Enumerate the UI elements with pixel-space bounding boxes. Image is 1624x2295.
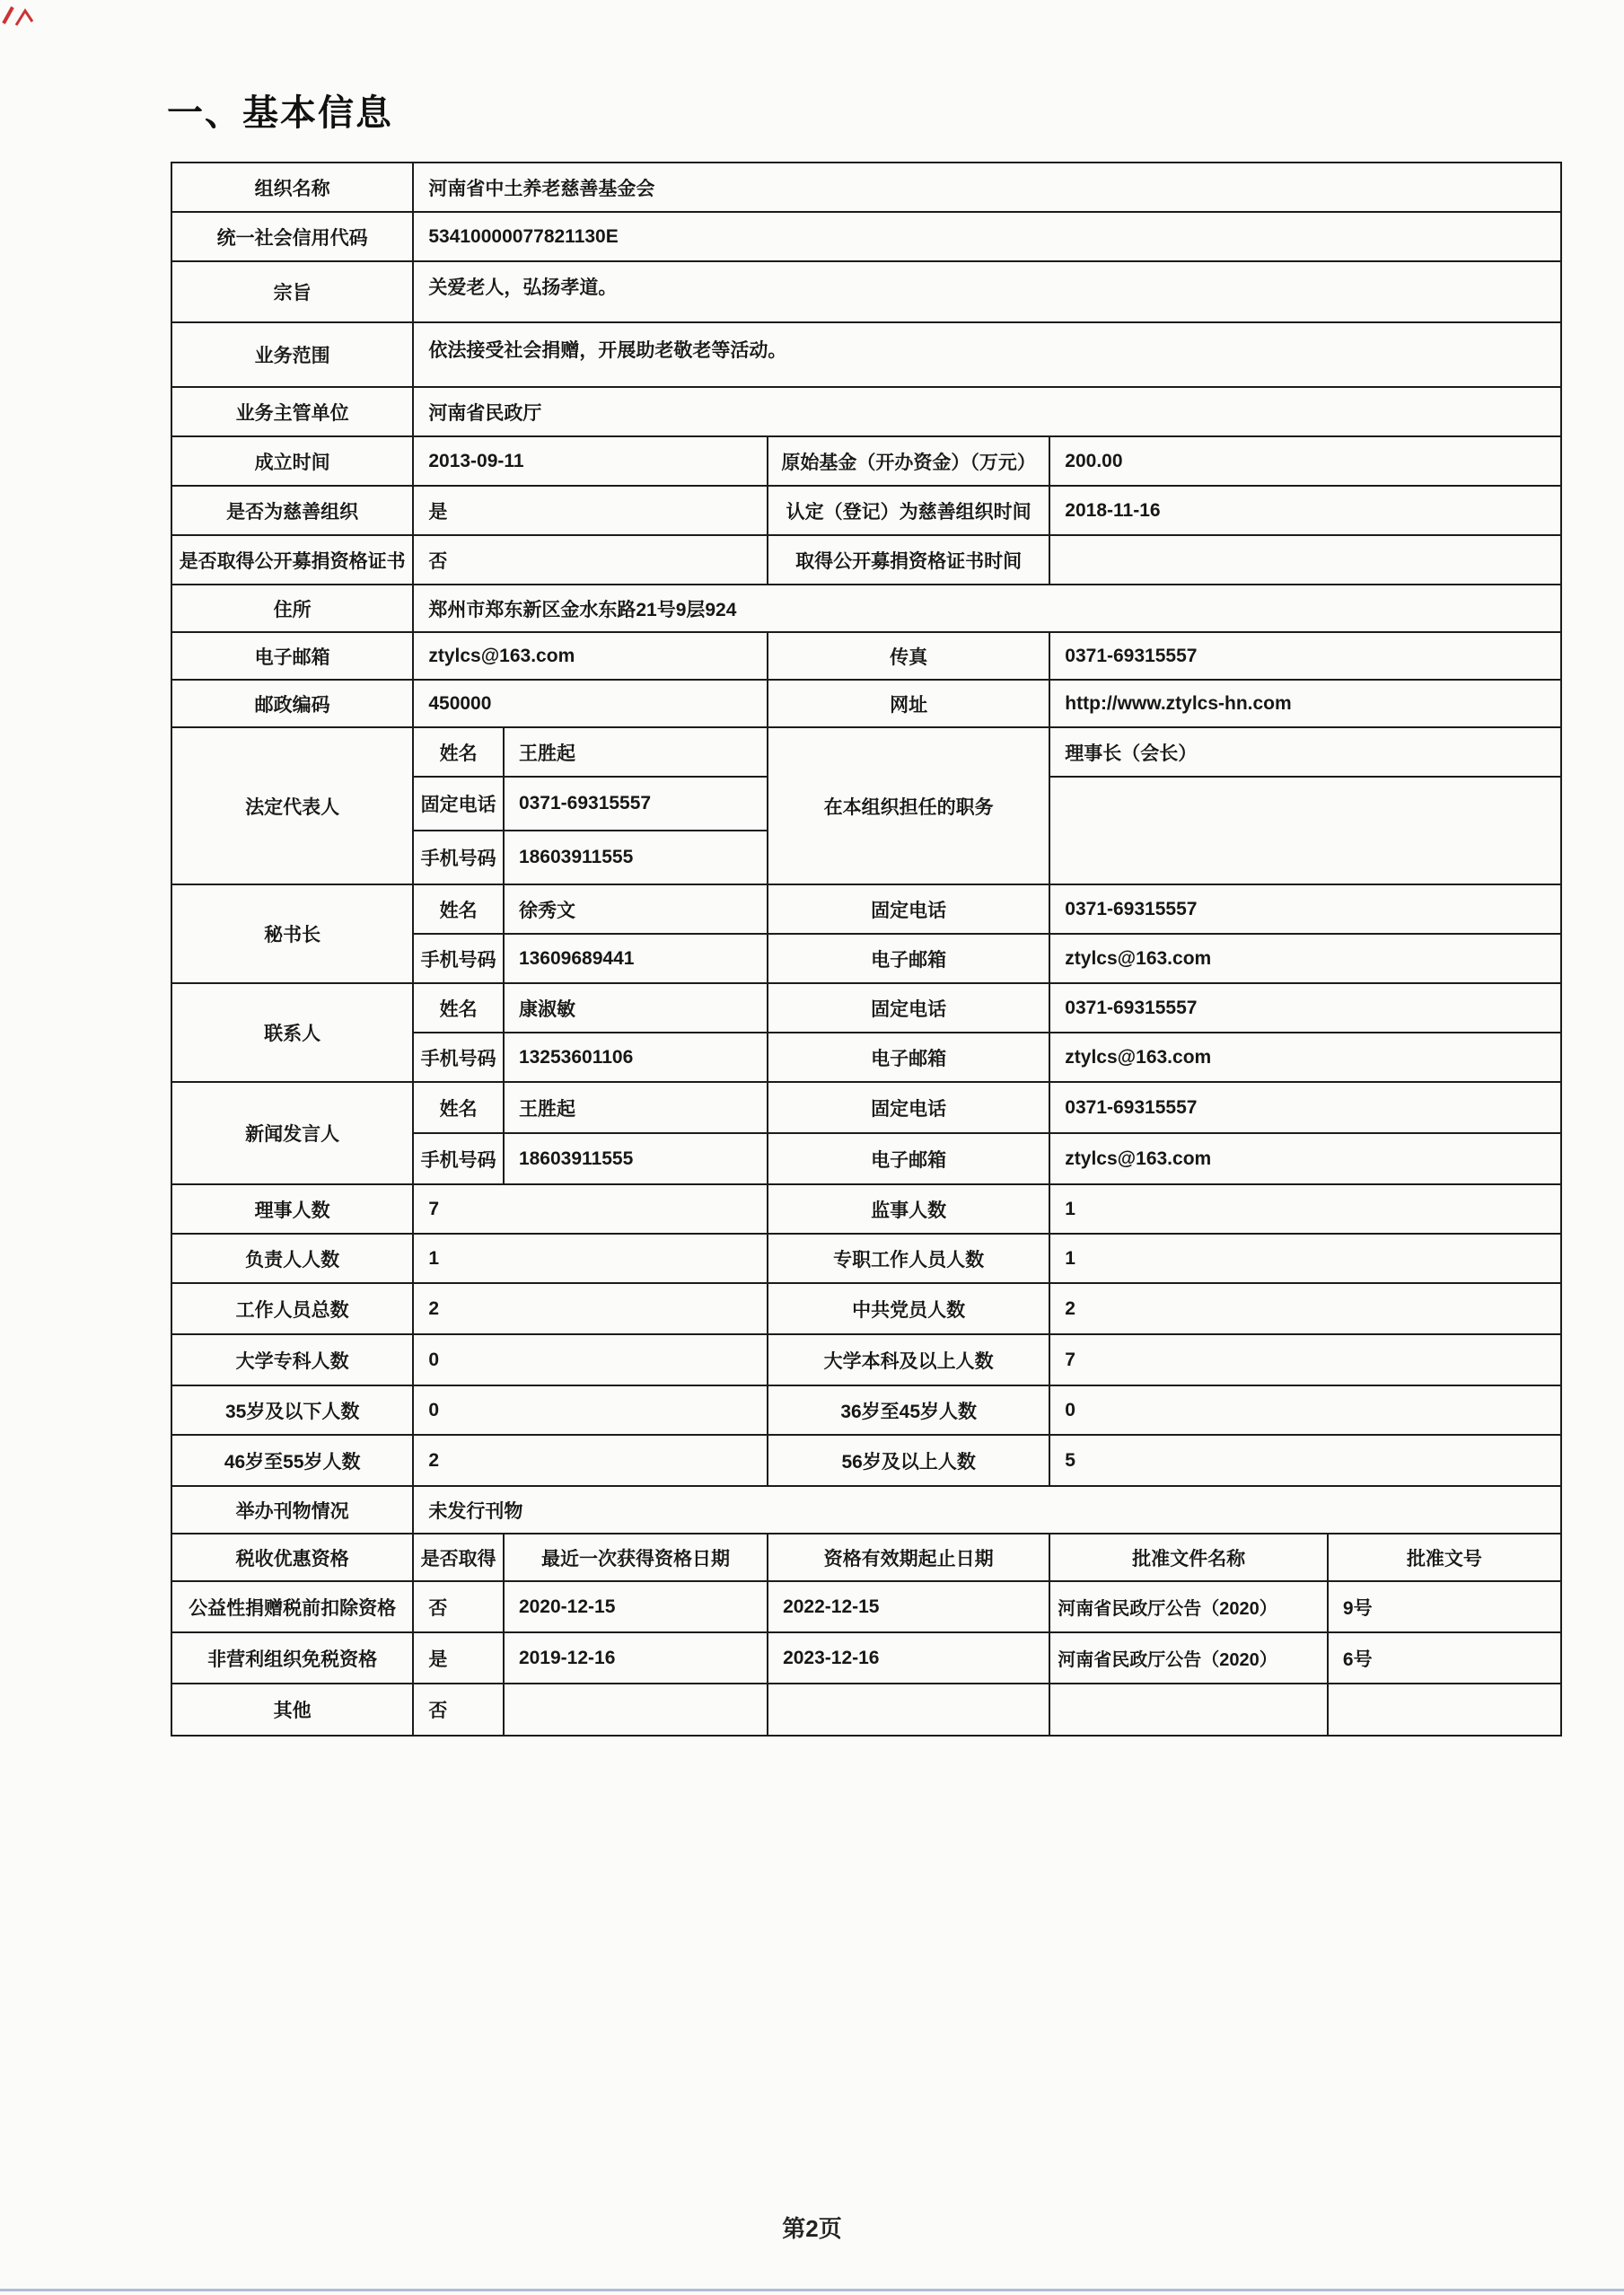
- table-row: [171, 1486, 1561, 1534]
- supervisory-unit-value: 河南省民政厅: [413, 387, 1561, 436]
- college-count-label: 大学专科人数: [171, 1334, 413, 1385]
- legal-rep-tel-value: 0371-69315557: [504, 777, 768, 831]
- directors-count-label: 理事人数: [171, 1184, 413, 1234]
- tax-doc-name-header: 批准文件名称: [1049, 1534, 1328, 1581]
- spokesperson-tel-label: 固定电话: [768, 1082, 1049, 1133]
- contact-name-value: 康淑敏: [504, 983, 768, 1033]
- table-row: [171, 212, 1561, 261]
- legal-rep-position-label: 在本组织担任的职务: [768, 727, 1049, 884]
- address-label: 住所: [171, 585, 413, 632]
- tax-cell-empty: [504, 1684, 768, 1736]
- red-pen-mark: [2, 4, 43, 29]
- scan-edge-line: [0, 2289, 1624, 2291]
- tax-row-exemption: [171, 1632, 1561, 1684]
- contact-name-label: 姓名: [413, 983, 504, 1033]
- fundraise-cert-time-label: 取得公开募捐资格证书时间: [768, 535, 1049, 585]
- tax-qualification-header: 税收优惠资格: [171, 1534, 413, 1581]
- email-label: 电子邮箱: [171, 632, 413, 680]
- table-row: [171, 1234, 1561, 1283]
- original-fund-value: 200.00: [1049, 436, 1561, 486]
- contact-email-label: 电子邮箱: [768, 1033, 1049, 1082]
- tax-row-obtained: 否: [413, 1581, 504, 1632]
- table-row: [171, 1435, 1561, 1486]
- table-row: [171, 1082, 1561, 1133]
- over56-count-label: 56岁及以上人数: [768, 1435, 1049, 1486]
- org-name-value: 河南省中土养老慈善基金会: [413, 163, 1561, 212]
- fundraise-cert-time-value: [1049, 535, 1561, 585]
- bachelor-count-value: 7: [1049, 1334, 1561, 1385]
- tax-row-validity: 2023-12-16: [768, 1632, 1049, 1684]
- supervisors-count-label: 监事人数: [768, 1184, 1049, 1234]
- publication-label: 举办刊物情况: [171, 1486, 413, 1534]
- party-members-count-label: 中共党员人数: [768, 1283, 1049, 1334]
- legal-rep-position-extra-cell: [1049, 777, 1561, 884]
- fulltime-staff-count-value: 1: [1049, 1234, 1561, 1283]
- contact-label: 联系人: [171, 983, 413, 1082]
- contact-email-value: ztylcs@163.com: [1049, 1033, 1561, 1082]
- spokesperson-name-label: 姓名: [413, 1082, 504, 1133]
- over56-count-value: 5: [1049, 1435, 1561, 1486]
- postcode-label: 邮政编码: [171, 680, 413, 727]
- secretary-mobile-value: 13609689441: [504, 934, 768, 983]
- credit-code-label: 统一社会信用代码: [171, 212, 413, 261]
- tax-row-deduction: [171, 1581, 1561, 1632]
- is-charity-label: 是否为慈善组织: [171, 486, 413, 535]
- spokesperson-email-label: 电子邮箱: [768, 1133, 1049, 1184]
- table-row: [171, 632, 1561, 680]
- table-row: [171, 436, 1561, 486]
- bachelor-count-label: 大学本科及以上人数: [768, 1334, 1049, 1385]
- college-count-value: 0: [413, 1334, 768, 1385]
- table-row: [171, 486, 1561, 535]
- age46to55-count-label: 46岁至55岁人数: [171, 1435, 413, 1486]
- tax-row-validity: 2022-12-15: [768, 1581, 1049, 1632]
- fundraise-cert-label: 是否取得公开募捐资格证书: [171, 535, 413, 585]
- tax-row-doc-number: 6号: [1328, 1632, 1561, 1684]
- org-name-label: 组织名称: [171, 163, 413, 212]
- original-fund-label: 原始基金（开办资金）（万元）: [768, 436, 1049, 486]
- is-charity-value: 是: [413, 486, 768, 535]
- secretary-name-value: 徐秀文: [504, 884, 768, 934]
- tax-cell-empty: [768, 1684, 1049, 1736]
- tax-row-other: [171, 1684, 1561, 1736]
- tax-row-name: 其他: [171, 1684, 413, 1736]
- page-number: 第2页: [782, 2215, 842, 2242]
- directors-count-value: 7: [413, 1184, 768, 1234]
- secretary-tel-value: 0371-69315557: [1049, 884, 1561, 934]
- basic-info-table: [171, 162, 1562, 1737]
- table-row: [171, 261, 1561, 322]
- table-row: [171, 585, 1561, 632]
- legal-rep-label: 法定代表人: [171, 727, 413, 884]
- secretary-tel-label: 固定电话: [768, 884, 1049, 934]
- spokesperson-mobile-label: 手机号码: [413, 1133, 504, 1184]
- principals-count-label: 负责人人数: [171, 1234, 413, 1283]
- spokesperson-name-value: 王胜起: [504, 1082, 768, 1133]
- contact-tel-value: 0371-69315557: [1049, 983, 1561, 1033]
- total-staff-count-label: 工作人员总数: [171, 1283, 413, 1334]
- contact-tel-label: 固定电话: [768, 983, 1049, 1033]
- secretary-label: 秘书长: [171, 884, 413, 983]
- supervisors-count-value: 1: [1049, 1184, 1561, 1234]
- spokesperson-tel-value: 0371-69315557: [1049, 1082, 1561, 1133]
- established-value: 2013-09-11: [413, 436, 768, 486]
- fundraise-cert-value: 否: [413, 535, 768, 585]
- tax-row-last-date: 2020-12-15: [504, 1581, 768, 1632]
- table-row: [171, 884, 1561, 934]
- spokesperson-mobile-value: 18603911555: [504, 1133, 768, 1184]
- table-row: [171, 727, 1561, 777]
- tax-doc-number-header: 批准文号: [1328, 1534, 1561, 1581]
- charity-reg-time-label: 认定（登记）为慈善组织时间: [768, 486, 1049, 535]
- tax-row-name: 非营利组织免税资格: [171, 1632, 413, 1684]
- business-scope-label: 业务范围: [171, 322, 413, 387]
- table-row: [171, 1385, 1561, 1435]
- tax-header-row: [171, 1534, 1561, 1581]
- contact-mobile-value: 13253601106: [504, 1033, 768, 1082]
- contact-mobile-label: 手机号码: [413, 1033, 504, 1082]
- legal-rep-name-label: 姓名: [413, 727, 504, 777]
- spokesperson-email-value: ztylcs@163.com: [1049, 1133, 1561, 1184]
- website-label: 网址: [768, 680, 1049, 727]
- tax-row-doc-name: 河南省民政厅公告（2020）: [1049, 1632, 1328, 1684]
- tax-last-date-header: 最近一次获得资格日期: [504, 1534, 768, 1581]
- table-row: [171, 1184, 1561, 1234]
- fax-label: 传真: [768, 632, 1049, 680]
- secretary-mobile-label: 手机号码: [413, 934, 504, 983]
- total-staff-count-value: 2: [413, 1283, 768, 1334]
- table-row: [171, 387, 1561, 436]
- email-value: ztylcs@163.com: [413, 632, 768, 680]
- age36to45-count-label: 36岁至45岁人数: [768, 1385, 1049, 1435]
- legal-rep-mobile-label: 手机号码: [413, 831, 504, 884]
- legal-rep-tel-label: 固定电话: [413, 777, 504, 831]
- table-row: [171, 322, 1561, 387]
- tax-row-doc-number: 9号: [1328, 1581, 1561, 1632]
- mission-label: 宗旨: [171, 261, 413, 322]
- tax-row-name: 公益性捐赠税前扣除资格: [171, 1581, 413, 1632]
- credit-code-value: 53410000077821130E: [413, 212, 1561, 261]
- secretary-email-label: 电子邮箱: [768, 934, 1049, 983]
- secretary-name-label: 姓名: [413, 884, 504, 934]
- secretary-email-value: ztylcs@163.com: [1049, 934, 1561, 983]
- postcode-value: 450000: [413, 680, 768, 727]
- party-members-count-value: 2: [1049, 1283, 1561, 1334]
- under35-count-value: 0: [413, 1385, 768, 1435]
- mission-value: 关爱老人，弘扬孝道。: [413, 261, 1561, 322]
- fulltime-staff-count-label: 专职工作人员人数: [768, 1234, 1049, 1283]
- tax-obtained-header: 是否取得: [413, 1534, 504, 1581]
- legal-rep-name-value: 王胜起: [504, 727, 768, 777]
- business-scope-value: 依法接受社会捐赠，开展助老敬老等活动。: [413, 322, 1561, 387]
- tax-cell-empty: [1328, 1684, 1561, 1736]
- under35-count-label: 35岁及以下人数: [171, 1385, 413, 1435]
- tax-row-obtained: 是: [413, 1632, 504, 1684]
- tax-row-doc-name: 河南省民政厅公告（2020）: [1049, 1581, 1328, 1632]
- table-row: [171, 680, 1561, 727]
- tax-row-obtained: 否: [413, 1684, 504, 1736]
- table-row: [171, 1283, 1561, 1334]
- tax-validity-header: 资格有效期起止日期: [768, 1534, 1049, 1581]
- table-row: [171, 535, 1561, 585]
- tax-row-last-date: 2019-12-16: [504, 1632, 768, 1684]
- address-value: 郑州市郑东新区金水东路21号9层924: [413, 585, 1561, 632]
- publication-value: 未发行刊物: [413, 1486, 1561, 1534]
- age36to45-count-value: 0: [1049, 1385, 1561, 1435]
- supervisory-unit-label: 业务主管单位: [171, 387, 413, 436]
- section-title: 一、基本信息: [167, 93, 393, 133]
- website-value: http://www.ztylcs-hn.com: [1049, 680, 1561, 727]
- established-label: 成立时间: [171, 436, 413, 486]
- table-row: [171, 163, 1561, 212]
- table-row: [171, 983, 1561, 1033]
- spokesperson-label: 新闻发言人: [171, 1082, 413, 1184]
- table-row: [171, 1334, 1561, 1385]
- fax-value: 0371-69315557: [1049, 632, 1561, 680]
- legal-rep-position-value: 理事长（会长）: [1049, 727, 1561, 777]
- legal-rep-mobile-value: 18603911555: [504, 831, 768, 884]
- charity-reg-time-value: 2018-11-16: [1049, 486, 1561, 535]
- principals-count-value: 1: [413, 1234, 768, 1283]
- tax-cell-empty: [1049, 1684, 1328, 1736]
- age46to55-count-value: 2: [413, 1435, 768, 1486]
